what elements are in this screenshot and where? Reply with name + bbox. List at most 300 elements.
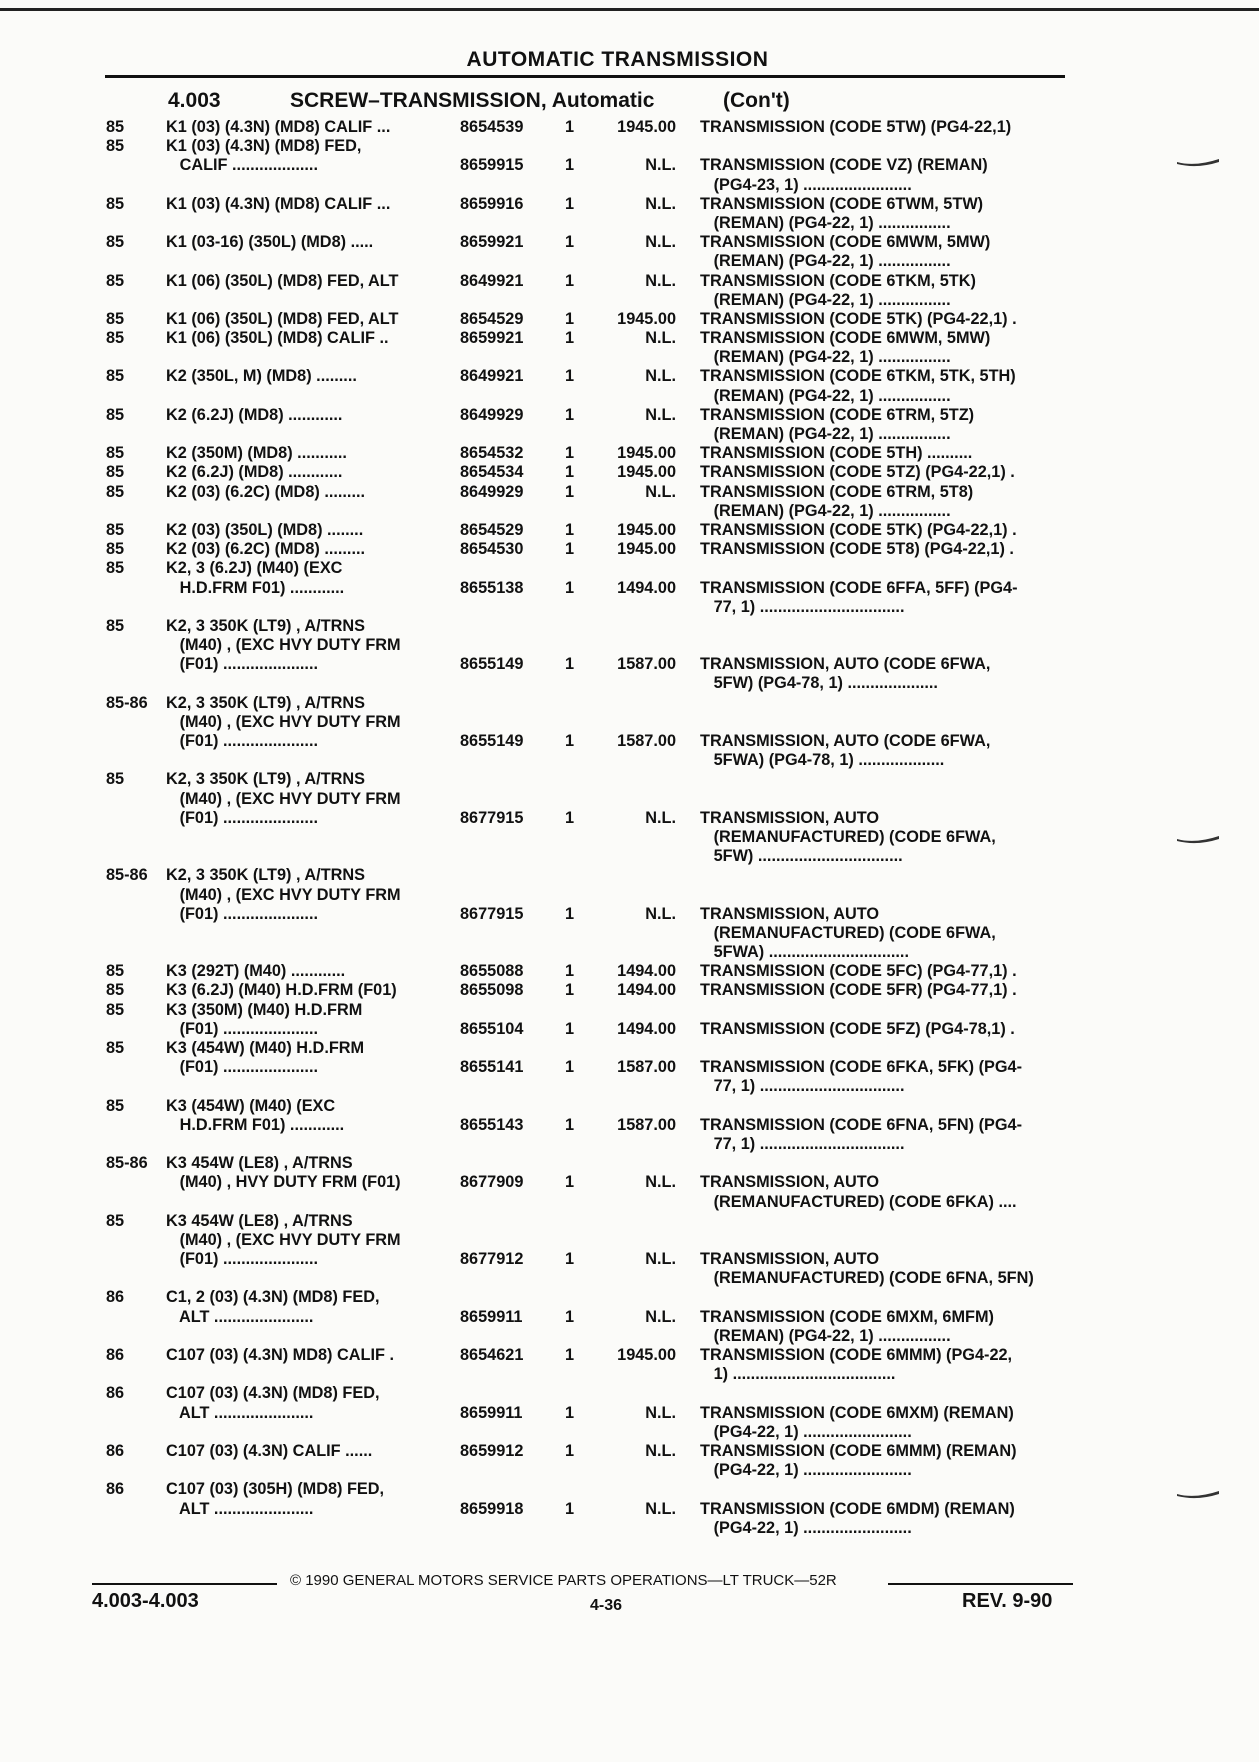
part-name: TRANSMISSION (CODE 6MDM) (REMAN) <box>700 1499 1015 1518</box>
quantity: 1 <box>565 808 575 827</box>
table-row <box>0 540 1259 559</box>
part-name: TRANSMISSION (CODE 6TRM, 5T8) <box>700 482 974 501</box>
part-number: 8659911 <box>460 1307 523 1326</box>
part-name: (PG4-23, 1) ........................ <box>700 175 912 194</box>
model-year: 86 <box>106 1288 125 1307</box>
quantity: 1 <box>565 118 575 136</box>
table-row <box>0 809 1259 828</box>
application-description: (F01) ..................... <box>166 1019 318 1038</box>
table-row <box>0 1001 1259 1020</box>
price: N.L. <box>645 233 676 252</box>
footer-copyright: © 1990 GENERAL MOTORS SERVICE PARTS OPERATIONS—LT TRUCK—52R <box>290 1572 837 1589</box>
table-row <box>0 329 1259 348</box>
part-number: 8659915 <box>460 156 524 175</box>
part-number: 8649929 <box>460 482 524 501</box>
part-name: TRANSMISSION (CODE 6MWM, 5MW) <box>700 233 991 252</box>
table-row <box>0 387 1259 406</box>
table-row <box>0 579 1259 598</box>
price: N.L. <box>645 808 676 827</box>
part-number: 8659921 <box>460 329 524 348</box>
model-year: 85 <box>106 309 125 328</box>
application-description: K2 (03) (6.2C) (MD8) ......... <box>166 540 366 559</box>
price: 1945.00 <box>617 540 676 559</box>
table-row <box>0 310 1259 329</box>
application-description: (F01) ..................... <box>166 808 318 827</box>
table-row <box>0 463 1259 482</box>
model-year: 85 <box>106 233 125 252</box>
model-year: 85 <box>106 137 125 156</box>
application-description: K3 (350M) (M40) H.D.FRM <box>166 1000 363 1019</box>
part-name: TRANSMISSION (CODE 5TW) (PG4-22,1) <box>700 118 1012 136</box>
model-year: 85 <box>106 1096 125 1115</box>
part-number: 8659921 <box>460 233 524 252</box>
application-description: CALIF ................... <box>166 156 318 175</box>
part-number: 8649929 <box>460 405 524 424</box>
application-description: (M40) , HVY DUTY FRM (F01) <box>166 1173 401 1192</box>
table-row <box>0 156 1259 175</box>
quantity: 1 <box>565 1250 575 1269</box>
application-description: C107 (03) (4.3N) MD8) CALIF . <box>166 1346 394 1364</box>
application-description: K2 (6.2J) (MD8) ............ <box>166 405 343 424</box>
model-year: 85 <box>106 540 125 559</box>
application-description: (M40) , (EXC HVY DUTY FRM <box>166 1230 401 1249</box>
price: 1587.00 <box>617 1115 676 1134</box>
quantity: 1 <box>565 405 575 424</box>
price: 1494.00 <box>617 578 676 597</box>
application-description: K3 454W (LE8) , A/TRNS <box>166 1211 353 1230</box>
quantity: 1 <box>565 1307 575 1326</box>
part-number: 8659916 <box>460 194 524 213</box>
application-description: (F01) ..................... <box>166 1058 318 1077</box>
table-row <box>0 1231 1259 1250</box>
quantity: 1 <box>565 309 575 328</box>
part-name: (PG4-22, 1) ........................ <box>700 1518 912 1537</box>
quantity: 1 <box>565 655 575 674</box>
part-name: TRANSMISSION, AUTO (CODE 6FWA, <box>700 655 991 674</box>
price: N.L. <box>645 1173 676 1192</box>
table-row <box>0 674 1259 693</box>
model-year: 85-86 <box>106 866 148 885</box>
binder-hole-mark-icon <box>1175 835 1221 845</box>
table-row <box>0 1269 1259 1288</box>
table-row <box>0 636 1259 655</box>
application-description: K3 (292T) (M40) ............ <box>166 962 346 981</box>
application-description: K1 (03) (4.3N) (MD8) CALIF ... <box>166 194 391 213</box>
part-name: TRANSMISSION (CODE 6MXM) (REMAN) <box>700 1403 1014 1422</box>
part-name: TRANSMISSION (CODE 5T8) (PG4-22,1) . <box>700 540 1014 559</box>
quantity: 1 <box>565 482 575 501</box>
model-year: 86 <box>106 1480 125 1499</box>
quantity: 1 <box>565 329 575 348</box>
part-name: TRANSMISSION, AUTO <box>700 1173 880 1192</box>
quantity: 1 <box>565 732 575 750</box>
part-number: 8655098 <box>460 981 524 1000</box>
quantity: 1 <box>565 1499 575 1518</box>
model-year: 85 <box>106 367 125 386</box>
price: 1494.00 <box>617 962 676 981</box>
part-name: TRANSMISSION (CODE 6FKA, 5FK) (PG4- <box>700 1058 1023 1077</box>
part-name: (REMAN) (PG4-22, 1) ................ <box>700 425 951 443</box>
top-rule <box>0 8 1259 11</box>
table-row <box>0 617 1259 636</box>
table-row <box>0 1365 1259 1384</box>
table-row <box>0 1461 1259 1480</box>
part-name: (REMAN) (PG4-22, 1) ................ <box>700 290 951 309</box>
part-number: 8649921 <box>460 367 524 386</box>
model-year: 85 <box>106 444 125 463</box>
part-name: TRANSMISSION, AUTO (CODE 6FWA, <box>700 732 991 750</box>
application-description: K3 (454W) (M40) (EXC <box>166 1096 336 1115</box>
header-rule <box>105 75 1065 78</box>
price: 1494.00 <box>617 1019 676 1038</box>
part-name: 1) .................................... <box>700 1365 896 1384</box>
price: 1945.00 <box>617 118 676 136</box>
part-number: 8655138 <box>460 578 524 597</box>
model-year: 85 <box>106 559 125 578</box>
table-row <box>0 790 1259 809</box>
part-name: (REMAN) (PG4-22, 1) ................ <box>700 386 951 405</box>
price: 1945.00 <box>617 520 676 539</box>
table-row <box>0 1442 1259 1461</box>
part-name: TRANSMISSION, AUTO <box>700 808 880 827</box>
application-description: C107 (03) (4.3N) CALIF ...... <box>166 1441 373 1460</box>
application-description: K2, 3 350K (LT9) , A/TRNS <box>166 616 366 635</box>
footer-rule-left <box>92 1583 277 1585</box>
table-row <box>0 483 1259 502</box>
application-description: ALT ...................... <box>166 1403 314 1422</box>
price: N.L. <box>645 156 676 175</box>
part-name: TRANSMISSION (CODE 6MMM) (PG4-22, <box>700 1346 1013 1364</box>
model-year: 85 <box>106 981 125 1000</box>
part-number: 8654529 <box>460 309 524 328</box>
application-description: C107 (03) (305H) (MD8) FED, <box>166 1480 385 1499</box>
price: 1587.00 <box>617 655 676 674</box>
price: N.L. <box>645 1499 676 1518</box>
part-number: 8659912 <box>460 1441 524 1460</box>
table-row <box>0 1327 1259 1346</box>
table-row <box>0 847 1259 866</box>
part-name: TRANSMISSION (CODE 5FZ) (PG4-78,1) . <box>700 1019 1015 1038</box>
model-year: 85 <box>106 1039 125 1057</box>
table-row <box>0 943 1259 962</box>
part-name: TRANSMISSION (CODE 5TK) (PG4-22,1) . <box>700 309 1017 328</box>
quantity: 1 <box>565 962 575 981</box>
part-name: TRANSMISSION (CODE 6TWM, 5TW) <box>700 194 984 213</box>
part-name: TRANSMISSION (CODE 6TKM, 5TK, 5TH) <box>700 367 1016 386</box>
application-description: K1 (06) (350L) (MD8) FED, ALT <box>166 309 399 328</box>
table-row <box>0 233 1259 252</box>
application-description: K1 (03) (4.3N) (MD8) FED, <box>166 137 362 156</box>
part-name: 5FW) ................................ <box>700 847 903 866</box>
application-description: K1 (06) (350L) (MD8) FED, ALT <box>166 271 399 290</box>
part-name: (REMANUFACTURED) (CODE 6FWA, <box>700 923 996 942</box>
part-name: 5FWA) ............................... <box>700 943 909 962</box>
table-row <box>0 195 1259 214</box>
table-row <box>0 1384 1259 1403</box>
table-row <box>0 1058 1259 1077</box>
table-row <box>0 272 1259 291</box>
application-description: (F01) ..................... <box>166 1250 318 1269</box>
part-name: (PG4-22, 1) ........................ <box>700 1422 912 1441</box>
section-number: 4.003 <box>168 89 221 112</box>
quantity: 1 <box>565 540 575 559</box>
application-description: H.D.FRM F01) ............ <box>166 578 345 597</box>
table-row <box>0 1480 1259 1499</box>
price: 1587.00 <box>617 1058 676 1077</box>
part-number: 8655149 <box>460 732 524 750</box>
part-number: 8655088 <box>460 962 524 981</box>
application-description: K2 (350M) (MD8) ........... <box>166 444 347 463</box>
table-row <box>0 502 1259 521</box>
table-row <box>0 1404 1259 1423</box>
part-number: 8654621 <box>460 1346 524 1364</box>
table-row <box>0 1135 1259 1154</box>
table-row <box>0 655 1259 674</box>
model-year: 85 <box>106 405 125 424</box>
table-row <box>0 1193 1259 1212</box>
part-name: TRANSMISSION (CODE 5FR) (PG4-77,1) . <box>700 981 1017 1000</box>
part-number: 8654530 <box>460 540 524 559</box>
table-row <box>0 214 1259 233</box>
price: N.L. <box>645 271 676 290</box>
table-row <box>0 1097 1259 1116</box>
table-row <box>0 444 1259 463</box>
part-name: 77, 1) ................................ <box>700 1134 905 1153</box>
quantity: 1 <box>565 463 575 482</box>
application-description: C1, 2 (03) (4.3N) (MD8) FED, <box>166 1288 380 1307</box>
application-description: (F01) ..................... <box>166 655 318 674</box>
part-number: 8677909 <box>460 1173 524 1192</box>
part-name: TRANSMISSION (CODE 5TZ) (PG4-22,1) . <box>700 463 1015 482</box>
price: 1587.00 <box>617 732 676 750</box>
application-description: C107 (03) (4.3N) (MD8) FED, <box>166 1384 380 1403</box>
quantity: 1 <box>565 904 575 923</box>
quantity: 1 <box>565 1173 575 1192</box>
table-row <box>0 1346 1259 1365</box>
part-name: 5FW) (PG4-78, 1) .................... <box>700 674 938 693</box>
quantity: 1 <box>565 271 575 290</box>
table-row <box>0 905 1259 924</box>
part-name: 77, 1) ................................ <box>700 1077 905 1096</box>
parts-list <box>0 118 1259 1538</box>
model-year: 86 <box>106 1384 125 1403</box>
part-name: (REMANUFACTURED) (CODE 6FWA, <box>700 827 996 846</box>
quantity: 1 <box>565 520 575 539</box>
part-number: 8677915 <box>460 808 524 827</box>
model-year: 85 <box>106 329 125 348</box>
model-year: 85-86 <box>106 1154 148 1173</box>
table-row <box>0 981 1259 1000</box>
model-year: 85 <box>106 194 125 213</box>
part-number: 8654534 <box>460 463 524 482</box>
part-number: 8655141 <box>460 1058 524 1077</box>
part-number: 8654539 <box>460 118 524 136</box>
price: N.L. <box>645 194 676 213</box>
application-description: (M40) , (EXC HVY DUTY FRM <box>166 885 401 904</box>
application-description: K1 (03-16) (350L) (MD8) ..... <box>166 233 374 252</box>
table-row <box>0 1077 1259 1096</box>
model-year: 85-86 <box>106 693 148 712</box>
table-row <box>0 1039 1259 1058</box>
section-continued: (Con't) <box>723 89 790 112</box>
application-description: H.D.FRM F01) ............ <box>166 1115 345 1134</box>
part-name: TRANSMISSION (CODE 6MXM, 6MFM) <box>700 1307 994 1326</box>
model-year: 85 <box>106 616 125 635</box>
model-year: 85 <box>106 1000 125 1019</box>
footer-rule-right <box>888 1583 1073 1585</box>
quantity: 1 <box>565 233 575 252</box>
part-name: TRANSMISSION, AUTO <box>700 1250 880 1269</box>
part-name: (REMANUFACTURED) (CODE 6FNA, 5FN) <box>700 1269 1034 1288</box>
part-name: TRANSMISSION (CODE 5TH) .......... <box>700 444 973 463</box>
quantity: 1 <box>565 981 575 1000</box>
table-row <box>0 713 1259 732</box>
model-year: 85 <box>106 962 125 981</box>
part-number: 8654529 <box>460 520 524 539</box>
model-year: 85 <box>106 1211 125 1230</box>
part-number: 8655104 <box>460 1019 524 1038</box>
application-description: (F01) ..................... <box>166 732 318 750</box>
price: 1945.00 <box>617 463 676 482</box>
quantity: 1 <box>565 1058 575 1077</box>
application-description: (F01) ..................... <box>166 904 318 923</box>
table-row <box>0 962 1259 981</box>
table-row <box>0 521 1259 540</box>
part-name: (REMANUFACTURED) (CODE 6FKA) .... <box>700 1192 1017 1211</box>
price: N.L. <box>645 1307 676 1326</box>
price: N.L. <box>645 904 676 923</box>
application-description: K2 (03) (6.2C) (MD8) ......... <box>166 482 366 501</box>
part-name: (PG4-22, 1) ........................ <box>700 1461 912 1480</box>
table-row <box>0 1020 1259 1039</box>
part-number: 8659911 <box>460 1403 523 1422</box>
part-name: TRANSMISSION (CODE 5FC) (PG4-77,1) . <box>700 962 1017 981</box>
footer-page-number: 4-36 <box>590 1597 623 1614</box>
application-description: K1 (03) (4.3N) (MD8) CALIF ... <box>166 118 391 136</box>
part-number: 8654532 <box>460 444 524 463</box>
table-row <box>0 866 1259 885</box>
table-row <box>0 1288 1259 1307</box>
table-row <box>0 1250 1259 1269</box>
model-year: 85 <box>106 520 125 539</box>
table-row <box>0 1519 1259 1538</box>
application-description: ALT ...................... <box>166 1499 314 1518</box>
table-row <box>0 1116 1259 1135</box>
application-description: K2 (350L, M) (MD8) ......... <box>166 367 357 386</box>
part-name: 5FWA) (PG4-78, 1) ................... <box>700 751 945 770</box>
application-description: K3 454W (LE8) , A/TRNS <box>166 1154 353 1173</box>
model-year: 86 <box>106 1441 125 1460</box>
model-year: 85 <box>106 118 125 136</box>
application-description: K2 (03) (350L) (MD8) ........ <box>166 520 364 539</box>
table-row <box>0 924 1259 943</box>
price: N.L. <box>645 329 676 348</box>
table-row <box>0 367 1259 386</box>
application-description: K3 (6.2J) (M40) H.D.FRM (F01) <box>166 981 397 1000</box>
model-year: 85 <box>106 770 125 789</box>
table-row <box>0 886 1259 905</box>
table-row <box>0 694 1259 713</box>
table-row <box>0 291 1259 310</box>
part-name: TRANSMISSION (CODE VZ) (REMAN) <box>700 156 988 175</box>
table-row <box>0 137 1259 156</box>
model-year: 86 <box>106 1346 125 1364</box>
model-year: 85 <box>106 482 125 501</box>
quantity: 1 <box>565 1403 575 1422</box>
part-name: (REMAN) (PG4-22, 1) ................ <box>700 213 951 232</box>
table-row <box>0 118 1259 137</box>
application-description: (M40) , (EXC HVY DUTY FRM <box>166 789 401 808</box>
table-row <box>0 1308 1259 1327</box>
table-row <box>0 1173 1259 1192</box>
table-row <box>0 598 1259 617</box>
part-name: TRANSMISSION (CODE 6FFA, 5FF) (PG4- <box>700 578 1018 597</box>
quantity: 1 <box>565 578 575 597</box>
table-row <box>0 406 1259 425</box>
application-description: ALT ...................... <box>166 1307 314 1326</box>
quantity: 1 <box>565 367 575 386</box>
part-number: 8655149 <box>460 655 524 674</box>
part-name: TRANSMISSION (CODE 6MMM) (REMAN) <box>700 1441 1017 1460</box>
application-description: K2, 3 (6.2J) (M40) (EXC <box>166 559 343 578</box>
footer-section-range: 4.003-4.003 <box>92 1590 199 1612</box>
part-number: 8659918 <box>460 1499 524 1518</box>
binder-hole-mark-icon <box>1175 1490 1221 1500</box>
table-row <box>0 770 1259 789</box>
part-number: 8677912 <box>460 1250 524 1269</box>
quantity: 1 <box>565 194 575 213</box>
quantity: 1 <box>565 1346 575 1364</box>
table-row <box>0 176 1259 195</box>
price: N.L. <box>645 1250 676 1269</box>
table-row <box>0 559 1259 578</box>
price: N.L. <box>645 367 676 386</box>
price: 1945.00 <box>617 1346 676 1364</box>
part-name: TRANSMISSION, AUTO <box>700 904 880 923</box>
application-description: K3 (454W) (M40) H.D.FRM <box>166 1039 365 1057</box>
part-name: (REMAN) (PG4-22, 1) ................ <box>700 501 951 520</box>
price: N.L. <box>645 482 676 501</box>
quantity: 1 <box>565 1441 575 1460</box>
price: 1945.00 <box>617 309 676 328</box>
quantity: 1 <box>565 156 575 175</box>
application-description: K1 (06) (350L) (MD8) CALIF .. <box>166 329 389 348</box>
part-name: TRANSMISSION (CODE 6TKM, 5TK) <box>700 271 976 290</box>
table-row <box>0 1154 1259 1173</box>
table-row <box>0 425 1259 444</box>
part-name: TRANSMISSION (CODE 6FNA, 5FN) (PG4- <box>700 1115 1023 1134</box>
table-row <box>0 732 1259 751</box>
quantity: 1 <box>565 444 575 463</box>
binder-hole-mark-icon <box>1175 158 1221 168</box>
application-description: K2 (6.2J) (MD8) ............ <box>166 463 343 482</box>
price: N.L. <box>645 405 676 424</box>
part-number: 8649921 <box>460 271 524 290</box>
price: N.L. <box>645 1441 676 1460</box>
table-row <box>0 1423 1259 1442</box>
part-name: 77, 1) ................................ <box>700 597 905 616</box>
footer-revision: REV. 9-90 <box>962 1590 1053 1612</box>
part-number: 8655143 <box>460 1115 524 1134</box>
table-row <box>0 828 1259 847</box>
application-description: (M40) , (EXC HVY DUTY FRM <box>166 636 401 655</box>
application-description: K2, 3 350K (LT9) , A/TRNS <box>166 693 366 712</box>
price: 1945.00 <box>617 444 676 463</box>
page-header-title: AUTOMATIC TRANSMISSION <box>466 48 769 71</box>
table-row <box>0 252 1259 271</box>
table-row <box>0 348 1259 367</box>
part-name: (REMAN) (PG4-22, 1) ................ <box>700 252 951 271</box>
